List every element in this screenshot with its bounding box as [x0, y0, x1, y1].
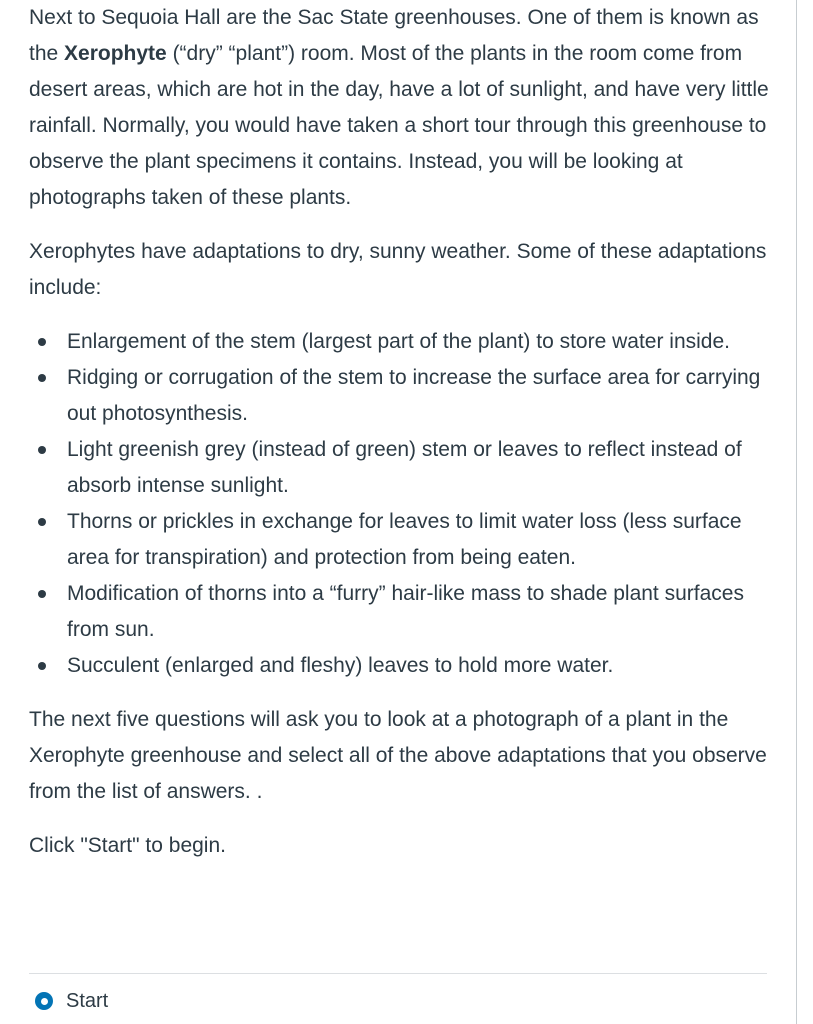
answers-divider [29, 973, 767, 974]
list-item: Ridging or corrugation of the stem to increase the surface area for carrying out photosynthesis. [67, 360, 769, 432]
bullet-dot-icon [38, 662, 46, 670]
bullet-dot-icon [38, 518, 46, 526]
intro-text-part1: Next to Sequoia Hall are the Sac State greenhouses. One of them is known as the [29, 6, 759, 65]
list-item: Enlargement of the stem (largest part of the plant) to store water inside. [67, 324, 769, 360]
start-answer-option[interactable] [35, 984, 108, 1018]
list-item: Light greenish grey (instead of green) stem or leaves to reflect instead of absorb intense sunlight. [67, 432, 769, 504]
list-item: Modification of thorns into a “furry” hair-like mass to shade plant surfaces from sun. [67, 576, 769, 648]
intro-text-part2: (“dry” “plant”) room. Most of the plants in the room come from desert areas, which are hot in the day, have a lot of sunlight, and have very little rainfall. Normally, you would have taken a short tour through this greenhouse to observe the plant specimens it contains. Instead, you will be looking at photographs taken of these plants. [29, 42, 769, 209]
question-content [29, 0, 769, 864]
bullet-dot-icon [38, 446, 46, 454]
list-item: Thorns or prickles in exchange for leaves to limit water loss (less surface area for transpiration) and protection from being eaten. [67, 504, 769, 576]
start-answer-label: Start [66, 989, 109, 1012]
bullet-dot-icon [38, 338, 46, 346]
adaptations-intro: Xerophytes have adaptations to dry, sunny weather. Some of these adaptations include: [29, 240, 767, 299]
intro-paragraph [29, 0, 769, 216]
page-right-border [796, 0, 797, 1024]
questions-note: The next five questions will ask you to look at a photograph of a plant in the Xerophyte greenhouse and select all of the above adaptations that you observe from the list of answers. . [29, 708, 767, 803]
xerophyte-term: Xerophyte [64, 42, 167, 65]
start-instruction: Click "Start" to begin. [29, 834, 226, 857]
bullet-dot-icon [38, 374, 46, 382]
radio-selected-icon[interactable] [35, 992, 53, 1010]
adaptations-list [29, 324, 769, 684]
list-item: Succulent (enlarged and fleshy) leaves to hold more water. [67, 648, 769, 684]
bullet-dot-icon [38, 590, 46, 598]
